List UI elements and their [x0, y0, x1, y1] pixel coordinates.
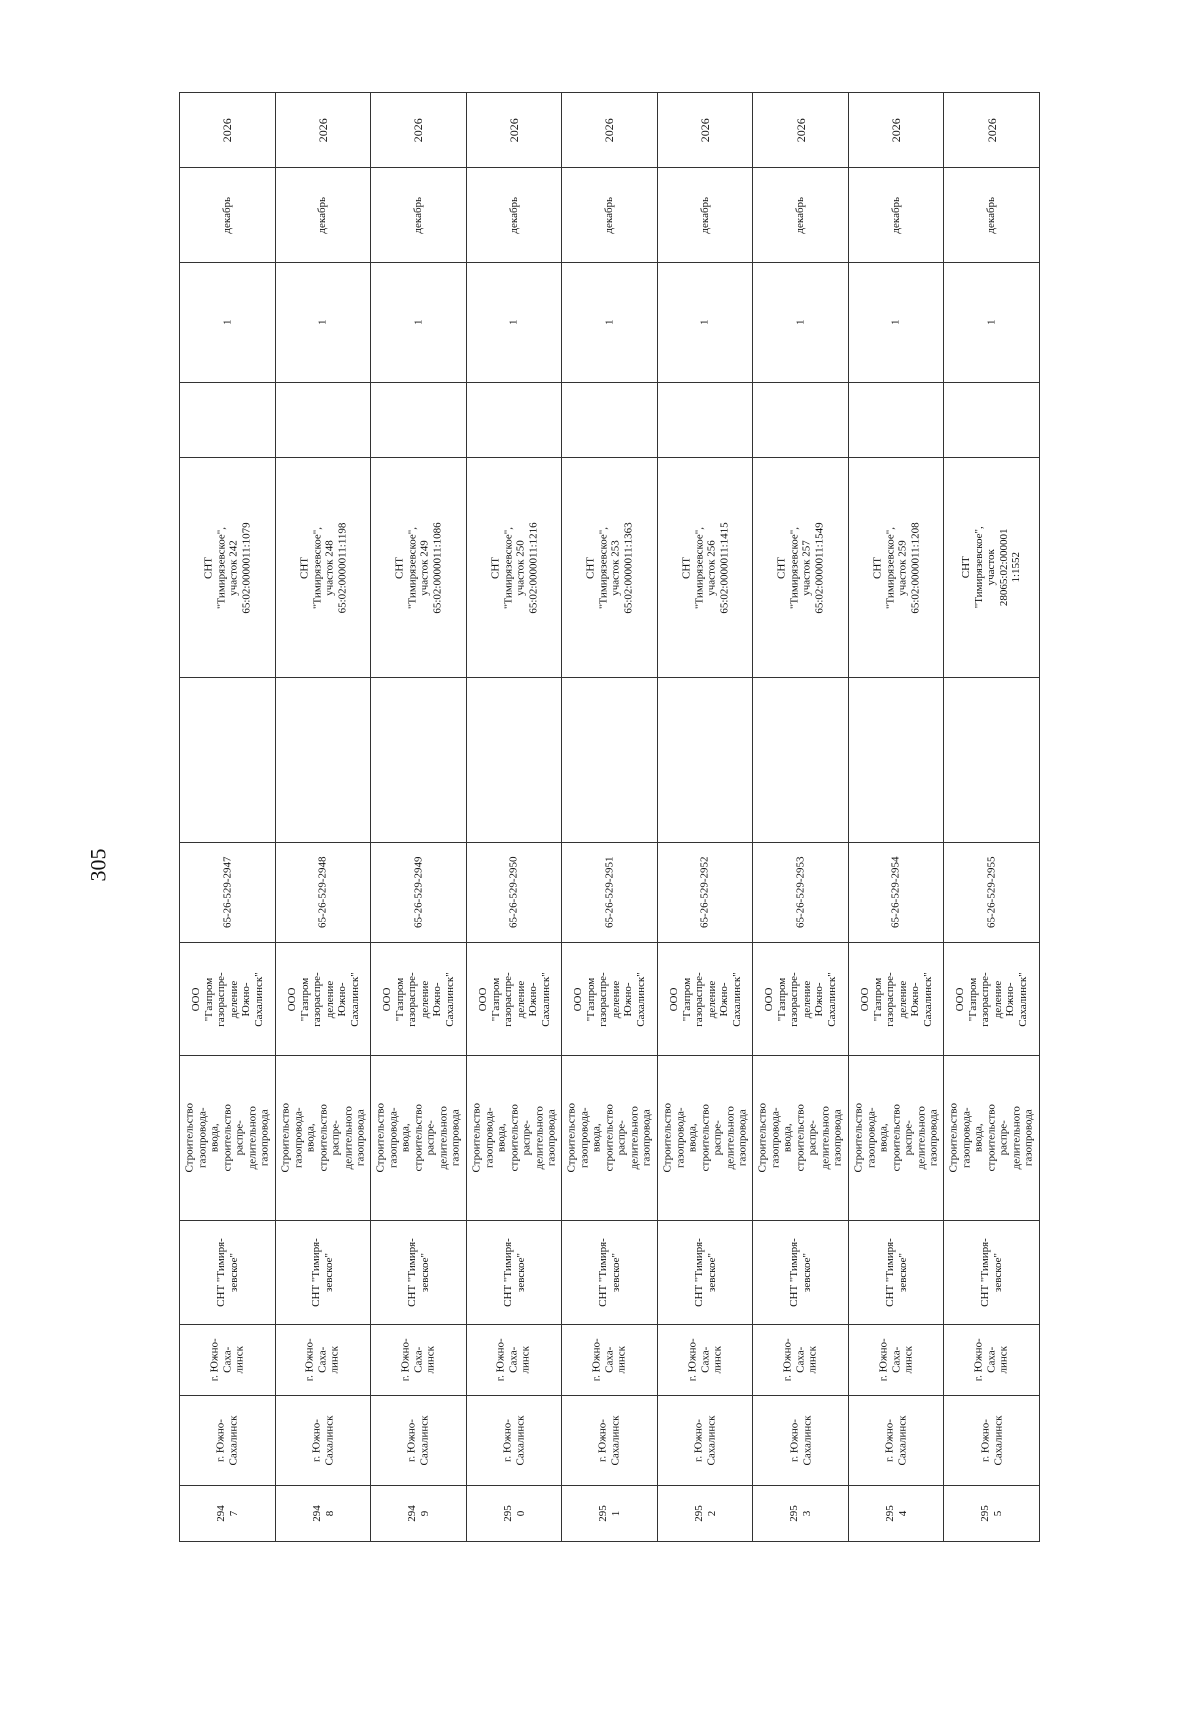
cell-text-locality: г. Южно- Саха- линск: [590, 1338, 628, 1382]
table-cell-locality: [657, 1325, 753, 1396]
table-cell-quantity: [371, 263, 467, 383]
cell-text-code: 65-26-529-2953: [794, 856, 807, 929]
cell-text-month: декабрь: [316, 196, 329, 234]
table-cell-month: [753, 168, 849, 263]
cell-text-address: СНТ "Тимирязевское", участок 242 65:02:0000011:1079: [202, 521, 252, 614]
table-cell-work: [466, 1056, 562, 1221]
table-cell-year: [466, 93, 562, 168]
table-cell-quantity: [275, 263, 371, 383]
cell-text-no: 294 9: [405, 1505, 431, 1522]
table-cell-address: [944, 458, 1040, 678]
cell-text-work: Строительство газопровода- ввода, строительство распре- делительного газопровода: [470, 1103, 558, 1173]
cell-text-no: 295 3: [788, 1505, 813, 1522]
table-cell-no: [371, 1486, 467, 1542]
table-cell-object: [180, 1221, 276, 1325]
table-cell-code: [753, 843, 849, 943]
table-cell-operator: [275, 943, 371, 1056]
table-cell-address: [180, 458, 276, 678]
table-cell-no: [275, 1486, 371, 1542]
cell-text-month: декабрь: [698, 196, 711, 234]
cell-text-no: 294 8: [310, 1505, 335, 1522]
cell-text-no: 295 5: [979, 1505, 1004, 1522]
cell-text-month: декабрь: [889, 196, 902, 234]
cell-text-quantity: 1: [316, 319, 329, 326]
table-band-quantity: [180, 263, 1040, 383]
table-cell-quantity: [657, 263, 753, 383]
table-cell-year: [275, 93, 371, 168]
cell-text-operator: ООО "Газпром газораспре- деление Южно- Сахалинск": [189, 971, 265, 1027]
table-cell-operator: [753, 943, 849, 1056]
cell-text-operator: ООО "Газпром газораспре- деление Южно- Сахалинск": [763, 971, 838, 1027]
cell-text-object: СНТ "Тимиря- зевское": [501, 1238, 526, 1307]
table-cell-work: [944, 1056, 1040, 1221]
cell-text-address: СНТ "Тимирязевское", участок 28065:02:000001 1:1552: [960, 526, 1023, 609]
table-cell-month: [848, 168, 944, 263]
table-cell-settlement: [371, 1396, 467, 1486]
table-cell-month: [275, 168, 371, 263]
cell-text-settlement: г. Южно- Сахалинск: [883, 1415, 909, 1466]
table-cell-no: [562, 1486, 658, 1542]
table-cell-month: [562, 168, 658, 263]
cell-text-settlement: г. Южно- Сахалинск: [405, 1415, 431, 1466]
table-cell-locality: [466, 1325, 562, 1396]
cell-text-settlement: г. Южно- Сахалинск: [501, 1415, 526, 1466]
table-cell-object: [466, 1221, 562, 1325]
table-cell-quantity: [180, 263, 276, 383]
cell-text-operator: ООО "Газпром газораспре- деление Южно- Сахалинск": [571, 971, 647, 1027]
table-cell-quantity: [562, 263, 658, 383]
cell-text-object: СНТ "Тимиря- зевское": [788, 1238, 813, 1307]
table-cell-locality: [275, 1325, 371, 1396]
cell-text-operator: ООО "Газпром газораспре- деление Южно- Сахалинск": [285, 971, 360, 1027]
table-cell-year: [180, 93, 276, 168]
cell-text-work: Строительство газопровода- ввода, строительство распре- делительного газопровода: [947, 1103, 1035, 1173]
table-cell-month: [466, 168, 562, 263]
table-cell-settlement: [848, 1396, 944, 1486]
cell-text-no: 294 7: [214, 1505, 240, 1522]
cell-text-settlement: г. Южно- Сахалинск: [979, 1415, 1004, 1466]
cell-text-work: Строительство газопровода- ввода, строительство распре- делительного газопровода: [565, 1103, 653, 1173]
table-band-year: [180, 93, 1040, 168]
table-cell-operator: [848, 943, 944, 1056]
table-cell-locality: [371, 1325, 467, 1396]
page-number: 305: [85, 848, 110, 882]
cell-text-year: 2026: [602, 118, 617, 142]
table-band-operator: [180, 943, 1040, 1056]
table-band-locality: [180, 1325, 1040, 1396]
table-cell-quantity: [466, 263, 562, 383]
table-cell-locality: [848, 1325, 944, 1396]
table-cell-work: [371, 1056, 467, 1221]
table-cell-no: [848, 1486, 944, 1542]
table-cell-year: [753, 93, 849, 168]
table-cell-address: [657, 458, 753, 678]
table-cell-operator: [371, 943, 467, 1056]
cell-text-no: 295 0: [501, 1505, 526, 1522]
table-cell-no: [657, 1486, 753, 1542]
table-band-settlement: [180, 1396, 1040, 1486]
table-cell-empty: [275, 383, 371, 458]
cell-text-quantity: 1: [889, 319, 902, 326]
table-cell-address: [753, 458, 849, 678]
cell-text-locality: г. Южно- Саха- линск: [781, 1338, 819, 1382]
cell-text-no: 295 2: [692, 1505, 717, 1522]
cell-text-month: декабрь: [507, 196, 520, 234]
cell-text-object: СНТ "Тимиря- зевское": [883, 1238, 909, 1307]
table-cell-year: [371, 93, 467, 168]
table-cell-empty: [180, 678, 276, 843]
table-cell-empty: [371, 678, 467, 843]
cell-text-object: СНТ "Тимиря- зевское": [310, 1238, 335, 1307]
table-cell-quantity: [848, 263, 944, 383]
cell-text-work: Строительство газопровода- ввода, строительство распре- делительного газопровода: [852, 1103, 940, 1173]
cell-text-month: декабрь: [985, 196, 998, 234]
table-band-address: [180, 458, 1040, 678]
table-band-empty: [180, 678, 1040, 843]
table-cell-operator: [944, 943, 1040, 1056]
table-cell-object: [275, 1221, 371, 1325]
cell-text-month: декабрь: [221, 196, 234, 234]
table-cell-object: [753, 1221, 849, 1325]
table-cell-empty: [944, 383, 1040, 458]
cell-text-code: 65-26-529-2947: [221, 856, 234, 929]
cell-text-code: 65-26-529-2950: [507, 856, 520, 929]
table-band-code: [180, 843, 1040, 943]
table-band-object: [180, 1221, 1040, 1325]
table-cell-empty: [848, 678, 944, 843]
table-cell-empty: [848, 383, 944, 458]
table-cell-locality: [753, 1325, 849, 1396]
cell-text-locality: г. Южно- Саха- линск: [495, 1338, 533, 1382]
cell-text-locality: г. Южно- Саха- линск: [304, 1338, 342, 1382]
cell-text-address: СНТ "Тимирязевское", участок 256 65:02:0000011:1415: [680, 521, 730, 614]
table-cell-no: [753, 1486, 849, 1542]
table-cell-month: [657, 168, 753, 263]
cell-text-quantity: 1: [221, 319, 234, 326]
cell-text-settlement: г. Южно- Сахалинск: [788, 1415, 813, 1466]
table-cell-object: [562, 1221, 658, 1325]
cell-text-locality: г. Южно- Саха- линск: [399, 1338, 437, 1382]
table-cell-operator: [466, 943, 562, 1056]
table-cell-address: [371, 458, 467, 678]
table-cell-empty: [753, 678, 849, 843]
cell-text-object: СНТ "Тимиря- зевское": [405, 1238, 431, 1307]
table-cell-quantity: [753, 263, 849, 383]
table-cell-empty: [371, 383, 467, 458]
cell-text-quantity: 1: [794, 319, 807, 326]
table-cell-month: [944, 168, 1040, 263]
table-cell-address: [562, 458, 658, 678]
cell-text-code: 65-26-529-2955: [985, 856, 998, 929]
table-cell-code: [466, 843, 562, 943]
cell-text-code: 65-26-529-2954: [889, 856, 902, 929]
table-cell-work: [657, 1056, 753, 1221]
cell-text-month: декабрь: [412, 196, 425, 234]
table-cell-code: [944, 843, 1040, 943]
cell-text-year: 2026: [888, 118, 903, 142]
cell-text-month: декабрь: [603, 196, 616, 234]
cell-text-quantity: 1: [507, 319, 520, 326]
cell-text-no: 295 1: [596, 1505, 622, 1522]
table-band-month: [180, 168, 1040, 263]
table-cell-empty: [180, 383, 276, 458]
cell-text-settlement: г. Южно- Сахалинск: [596, 1415, 622, 1466]
table-cell-work: [848, 1056, 944, 1221]
table-cell-month: [371, 168, 467, 263]
cell-text-year: 2026: [220, 118, 235, 142]
table-cell-settlement: [753, 1396, 849, 1486]
cell-text-settlement: г. Южно- Сахалинск: [214, 1415, 240, 1466]
table-cell-settlement: [275, 1396, 371, 1486]
table-cell-year: [944, 93, 1040, 168]
table-cell-operator: [657, 943, 753, 1056]
cell-text-year: 2026: [793, 118, 808, 142]
table-band-no: [180, 1486, 1040, 1542]
cell-text-address: СНТ "Тимирязевское", участок 259 65:02:0000011:1208: [871, 521, 921, 614]
table-band-work: [180, 1056, 1040, 1221]
cell-text-code: 65-26-529-2948: [316, 856, 329, 929]
table-cell-work: [275, 1056, 371, 1221]
table-cell-month: [180, 168, 276, 263]
table-cell-code: [657, 843, 753, 943]
cell-text-year: 2026: [411, 118, 426, 142]
cell-text-month: декабрь: [794, 196, 807, 234]
cell-text-object: СНТ "Тимиря- зевское": [979, 1238, 1004, 1307]
table-cell-address: [275, 458, 371, 678]
table-cell-year: [657, 93, 753, 168]
table-cell-operator: [180, 943, 276, 1056]
cell-text-year: 2026: [984, 118, 999, 142]
table-cell-code: [371, 843, 467, 943]
cell-text-operator: ООО "Газпром газораспре- деление Южно- Сахалинск": [476, 971, 551, 1027]
cell-text-work: Строительство газопровода- ввода, строительство распре- делительного газопровода: [374, 1103, 462, 1173]
table-cell-address: [466, 458, 562, 678]
cell-text-settlement: г. Южно- Сахалинск: [310, 1415, 335, 1466]
table-cell-settlement: [657, 1396, 753, 1486]
table-cell-empty: [944, 678, 1040, 843]
table-cell-work: [753, 1056, 849, 1221]
cell-text-object: СНТ "Тимиря- зевское": [692, 1238, 717, 1307]
table-cell-empty: [753, 383, 849, 458]
cell-text-settlement: г. Южно- Сахалинск: [692, 1415, 718, 1466]
cell-text-operator: ООО "Газпром газораспре- деление Южно- Сахалинск": [954, 971, 1029, 1027]
cell-text-operator: ООО "Газпром газораспре- деление Южно- Сахалинск": [380, 971, 456, 1027]
table-cell-no: [180, 1486, 276, 1542]
cell-text-object: СНТ "Тимиря- зевское": [596, 1238, 622, 1307]
cell-text-work: Строительство газопровода- ввода, строительство распре- делительного газопровода: [756, 1103, 844, 1173]
cell-text-operator: ООО "Газпром газораспре- деление Южно- Сахалинск": [667, 971, 743, 1027]
table-cell-locality: [562, 1325, 658, 1396]
table-cell-work: [180, 1056, 276, 1221]
table-cell-work: [562, 1056, 658, 1221]
cell-text-code: 65-26-529-2949: [412, 856, 425, 929]
table-cell-object: [657, 1221, 753, 1325]
table-cell-empty: [275, 678, 371, 843]
cell-text-year: 2026: [506, 118, 521, 142]
cell-text-code: 65-26-529-2951: [603, 856, 616, 929]
cell-text-address: СНТ "Тимирязевское", участок 248 65:02:0000011:1198: [297, 522, 348, 613]
table-cell-empty: [562, 678, 658, 843]
cell-text-locality: г. Южно- Саха- линск: [972, 1338, 1010, 1382]
table-cell-no: [944, 1486, 1040, 1542]
table-cell-locality: [180, 1325, 276, 1396]
cell-text-address: СНТ "Тимирязевское", участок 249 65:02:0000011:1086: [393, 521, 443, 614]
cell-text-work: Строительство газопровода- ввода, строительство распре- делительного газопровода: [279, 1103, 367, 1173]
table-cell-quantity: [944, 263, 1040, 383]
cell-text-quantity: 1: [698, 319, 711, 326]
table-cell-code: [562, 843, 658, 943]
table-band-empty: [180, 383, 1040, 458]
cell-text-operator: ООО "Газпром газораспре- деление Южно- Сахалинск": [858, 971, 934, 1027]
table-cell-year: [848, 93, 944, 168]
cell-text-locality: г. Южно- Саха- линск: [686, 1338, 724, 1382]
table-cell-code: [275, 843, 371, 943]
cell-text-locality: г. Южно- Саха- линск: [208, 1338, 246, 1382]
table-cell-year: [562, 93, 658, 168]
cell-text-quantity: 1: [603, 319, 616, 326]
cell-text-locality: г. Южно- Саха- линск: [877, 1338, 915, 1382]
table-cell-settlement: [180, 1396, 276, 1486]
cell-text-work: Строительство газопровода- ввода, строительство распре- делительного газопровода: [183, 1103, 271, 1173]
cell-text-address: СНТ "Тимирязевское", участок 257 65:02:0000011:1549: [775, 521, 826, 614]
cell-text-object: СНТ "Тимиря- зевское": [214, 1238, 240, 1307]
table-cell-locality: [944, 1325, 1040, 1396]
table-cell-code: [848, 843, 944, 943]
cell-text-address: СНТ "Тимирязевское", участок 253 65:02:0000011:1363: [584, 521, 634, 614]
cell-text-address: СНТ "Тимирязевское", участок 250 65:02:0000011:1216: [488, 521, 539, 614]
table-cell-operator: [562, 943, 658, 1056]
table-cell-settlement: [562, 1396, 658, 1486]
cell-text-quantity: 1: [985, 319, 998, 326]
table-cell-empty: [466, 383, 562, 458]
table-cell-object: [371, 1221, 467, 1325]
table-cell-object: [848, 1221, 944, 1325]
cell-text-no: 295 4: [883, 1505, 909, 1522]
gasification-schedule-table: [179, 92, 1040, 1542]
cell-text-year: 2026: [315, 118, 330, 142]
table-cell-address: [848, 458, 944, 678]
cell-text-quantity: 1: [412, 319, 425, 326]
table-cell-empty: [562, 383, 658, 458]
table-cell-empty: [466, 678, 562, 843]
cell-text-year: 2026: [697, 118, 712, 142]
table-cell-empty: [657, 678, 753, 843]
table-cell-empty: [657, 383, 753, 458]
cell-text-code: 65-26-529-2952: [698, 856, 711, 929]
table-cell-code: [180, 843, 276, 943]
table-cell-settlement: [944, 1396, 1040, 1486]
cell-text-work: Строительство газопровода- ввода, строительство распре- делительного газопровода: [661, 1103, 749, 1173]
table-cell-no: [466, 1486, 562, 1542]
table-cell-object: [944, 1221, 1040, 1325]
table-cell-settlement: [466, 1396, 562, 1486]
